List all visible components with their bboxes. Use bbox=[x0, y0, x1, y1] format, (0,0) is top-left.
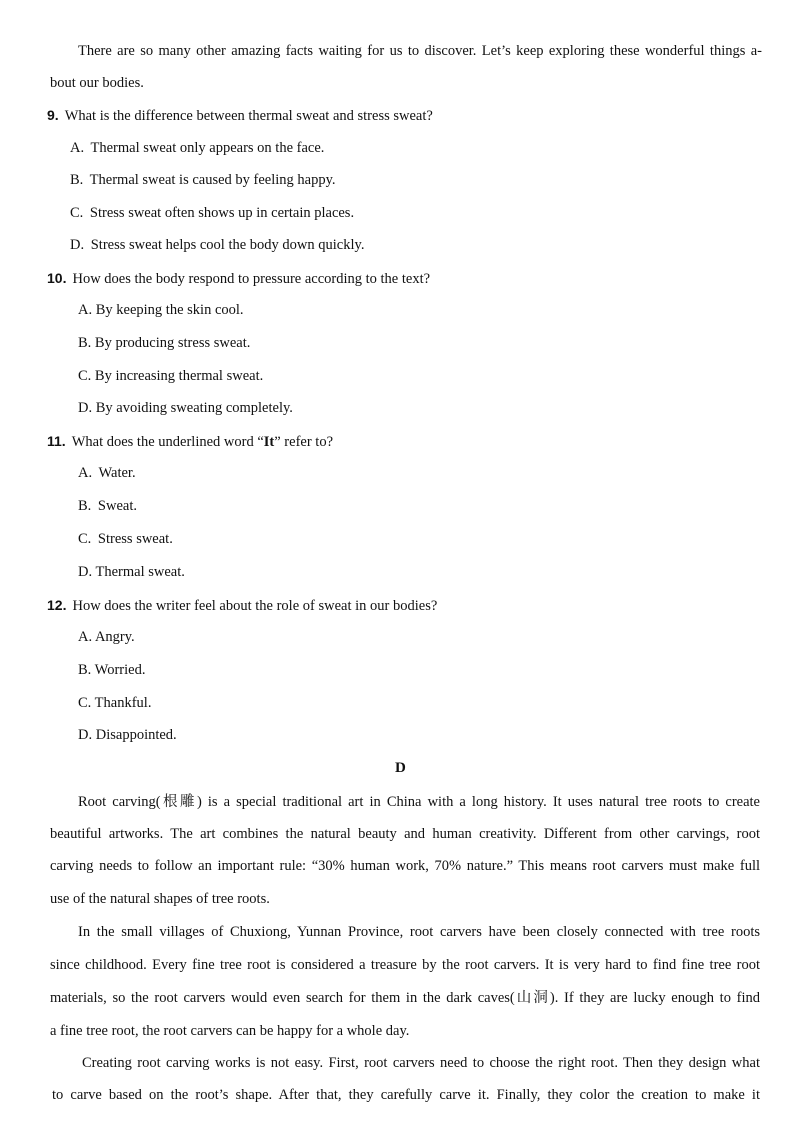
question-11-option-b bbox=[78, 497, 137, 515]
option-text: By producing stress sweat. bbox=[94, 335, 251, 351]
question-number: 9. bbox=[47, 107, 59, 123]
question-number: 10. bbox=[47, 270, 67, 286]
option-text: Stress sweat often shows up in certain places. bbox=[89, 205, 355, 221]
option-text: Water. bbox=[98, 465, 136, 481]
option-letter: A. bbox=[70, 140, 85, 156]
question-text: How does the writer feel about the role of sweat in our bodies? bbox=[72, 598, 438, 614]
question-10 bbox=[47, 269, 430, 288]
question-11-option-d bbox=[78, 563, 185, 581]
question-12-option-a bbox=[78, 628, 135, 646]
question-9-option-c bbox=[70, 204, 354, 222]
paragraph-3-line-1: Creating root carving works is not easy. First, root carvers need to choose the right root. Then they design what bbox=[82, 1055, 760, 1071]
question-9-option-b bbox=[70, 171, 336, 189]
paragraph-1-line-2: beautiful artworks. The art combines the natural beauty and human creativity. Different from other carvings, root bbox=[50, 826, 760, 842]
option-text: Thermal sweat is caused by feeling happy. bbox=[89, 172, 336, 188]
question-text: How does the body respond to pressure according to the text? bbox=[72, 271, 431, 287]
option-letter: D. bbox=[78, 564, 93, 580]
question-11-option-c bbox=[78, 530, 173, 548]
question-10-option-c bbox=[78, 367, 263, 385]
question-text-after: ” refer to? bbox=[274, 434, 334, 450]
option-letter: C. bbox=[78, 368, 92, 384]
option-text: Sweat. bbox=[97, 498, 137, 514]
option-letter: C. bbox=[78, 531, 92, 547]
option-letter: D. bbox=[78, 727, 93, 743]
option-letter: C. bbox=[70, 205, 84, 221]
option-letter: A. bbox=[78, 465, 93, 481]
option-letter: B. bbox=[70, 172, 84, 188]
option-letter: D. bbox=[78, 400, 93, 416]
intro-line-2: bout our bodies. bbox=[50, 75, 144, 91]
question-12-option-d bbox=[78, 726, 177, 744]
intro-line-1: There are so many other amazing facts waiting for us to discover. Let’s keep exploring these wonderful things a- bbox=[78, 43, 762, 59]
paragraph-1-line-4: use of the natural shapes of tree roots. bbox=[50, 891, 270, 907]
option-letter: B. bbox=[78, 498, 92, 514]
question-12-option-b bbox=[78, 661, 145, 679]
option-text: Worried. bbox=[94, 662, 146, 678]
option-letter: B. bbox=[78, 662, 92, 678]
question-10-option-a bbox=[78, 301, 244, 319]
option-letter: C. bbox=[78, 695, 92, 711]
question-10-option-b bbox=[78, 334, 250, 352]
option-text: By avoiding sweating completely. bbox=[95, 400, 293, 416]
option-text: Thermal sweat. bbox=[95, 564, 185, 580]
question-number: 11. bbox=[47, 433, 66, 449]
option-text: Stress sweat helps cool the body down quickly. bbox=[90, 237, 365, 253]
paragraph-1-line-1: Root carving(根雕) is a special traditional art in China with a long history. It uses natural tree roots to create bbox=[78, 794, 760, 810]
option-text: Angry. bbox=[94, 629, 135, 645]
question-9 bbox=[47, 106, 433, 125]
paragraph-2-line-1: In the small villages of Chuxiong, Yunnan Province, root carvers have been closely connected with tree roots bbox=[78, 924, 760, 940]
option-letter: A. bbox=[78, 302, 93, 318]
question-12 bbox=[47, 596, 437, 615]
paragraph-1-line-3: carving needs to follow an important rule: “30% human work, 70% nature.” This means root carvers must make full bbox=[50, 858, 760, 874]
option-text: Disappointed. bbox=[95, 727, 177, 743]
question-number: 12. bbox=[47, 597, 67, 613]
option-letter: B. bbox=[78, 335, 92, 351]
question-text-before: What does the underlined word “ bbox=[71, 434, 264, 450]
question-9-option-d bbox=[70, 236, 364, 254]
paragraph-3-line-2: to carve based on the root’s shape. After that, they carefully carve it. Finally, they color the creation to make it bbox=[52, 1087, 760, 1103]
paragraph-2-line-4: a fine tree root, the root carvers can be happy for a whole day. bbox=[50, 1023, 410, 1039]
question-text: What is the difference between thermal sweat and stress sweat? bbox=[64, 108, 433, 124]
option-text: Thermal sweat only appears on the face. bbox=[90, 140, 325, 156]
option-text: By keeping the skin cool. bbox=[95, 302, 244, 318]
option-letter: D. bbox=[70, 237, 85, 253]
question-11-option-a bbox=[78, 464, 136, 482]
section-heading: D bbox=[395, 760, 406, 776]
question-11 bbox=[47, 432, 333, 451]
question-10-option-d bbox=[78, 399, 293, 417]
question-9-option-a bbox=[70, 139, 324, 157]
paragraph-2-line-2: since childhood. Every fine tree root is considered a treasure by the root carvers. It is very hard to find fine tree root bbox=[50, 957, 760, 973]
option-text: Stress sweat. bbox=[97, 531, 173, 547]
option-text: Thankful. bbox=[94, 695, 152, 711]
underlined-word: It bbox=[263, 434, 275, 450]
option-text: By increasing thermal sweat. bbox=[94, 368, 264, 384]
option-letter: A. bbox=[78, 629, 93, 645]
question-12-option-c bbox=[78, 694, 151, 712]
paragraph-2-line-3: materials, so the root carvers would even search for them in the dark caves(山洞). If they are lucky enough to find bbox=[50, 990, 760, 1006]
